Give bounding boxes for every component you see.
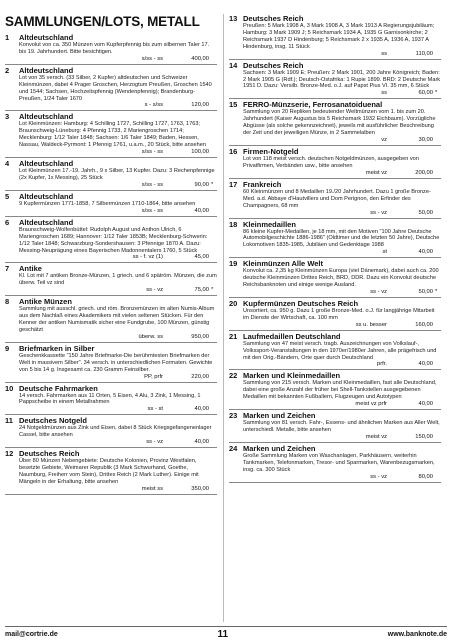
lot-price-line (229, 289, 441, 296)
lot-description: Sammlung von 81 versch. Fahr-, Essens- und ähnlichen Marken aus Aller Welt, unterschiedl. Metalle, bitte ansehen (243, 420, 440, 434)
lot-title: Altdeutschland (19, 159, 74, 169)
lot-number: 10 (5, 383, 14, 393)
lot-title: Deutsches Reich (243, 60, 304, 70)
lot-grade: s/ss - ss (141, 207, 163, 214)
lot-number: 8 (5, 297, 10, 307)
lot-item (229, 147, 441, 179)
lot-star-marker (433, 474, 441, 481)
lot-item (5, 66, 217, 112)
lot-star-marker (209, 439, 217, 446)
lot-grade: meist vz prfr (355, 401, 387, 408)
lot-item (229, 220, 441, 259)
left-lot-list (5, 33, 217, 495)
lot-title: Antike (19, 264, 42, 274)
lot-number: 3 (5, 112, 10, 122)
lot-title: Kupfermünzen Deutsches Reich (243, 298, 359, 308)
lot-price: 40,00 (418, 249, 433, 256)
lot-item (5, 449, 217, 495)
lot-item (229, 411, 441, 443)
lot-title: Deutsches Reich (243, 14, 304, 23)
lot-price: 400,00 (191, 55, 209, 62)
lot-description: Geschenkkassette "150 Jahre Briefmarke-Die berühmtesten Briefmarken der Welt in massivem Silber". 34 versch. in unterschiedlichen Formaten. Gewichte von 5 bis 14 g. Insgesamt ca. 230 Gramm Feinsilber. (19, 352, 213, 373)
lot-star-marker: * (211, 287, 214, 294)
lot-grade: überw. ss (138, 333, 163, 340)
lot-item (229, 61, 441, 100)
lot-item (229, 180, 441, 219)
lot-header (5, 66, 217, 75)
lot-price: 90,00 (194, 181, 209, 188)
lot-price: 350,00 (191, 485, 209, 492)
lot-number: 16 (229, 146, 238, 156)
lot-header (229, 444, 441, 453)
lot-item (5, 33, 217, 65)
lot-price: 75,00 (194, 287, 209, 294)
lot-star-marker (433, 51, 441, 58)
lot-header (229, 332, 441, 341)
lot-star-marker: * (435, 90, 438, 97)
lot-price: 60,00 (418, 90, 433, 97)
lot-header (5, 449, 217, 458)
lot-star-marker (433, 434, 441, 441)
lot-price-line (5, 439, 217, 446)
lot-number: 12 (5, 449, 14, 459)
lot-description: Sammlung mit ausschl. griech. und röm. Bronzemünzen im alten Numis-Album aus dem Nachlaß eines Akademikers mit vielen seltenen Stücken. Für den Kenner der antiken Numismatik sicher eine Fundgrube, 100 Münzen, günstig geschätzt (19, 306, 215, 333)
lot-number: 6 (5, 217, 10, 227)
lot-title: FERRO-Münzserie, Ferrosanatoiduenal (243, 100, 383, 110)
lot-price-line (229, 361, 441, 368)
lot-description: 60 Kleinmünzen und 8 Medaillen 19./20 Jahrhundert. Dazu 1 große Bronze-Med. a.d. Abbaye d'Hautvillers und Dom Perignon, den Erfinder des Champagners, 68 mm (243, 188, 431, 209)
lot-star-marker (209, 406, 217, 413)
lot-number: 5 (5, 191, 10, 201)
lot-price-line (5, 208, 217, 215)
lot-item (229, 332, 441, 371)
lot-item (229, 444, 441, 483)
lot-item (5, 192, 217, 217)
lot-grade: s/ss - ss (141, 55, 163, 62)
lot-title: Frankreich (243, 179, 282, 189)
lot-description: Große Sammlung Marken von Waschanlagen, Parkhäusern, weiterhin Tankmarken, Telefonmarken, Tresor- und Sparmarken, Warenbezugsmarken, insg. ca. 300 Stück (243, 453, 435, 473)
lot-number: 14 (229, 60, 238, 70)
lot-star-marker (433, 322, 441, 329)
lot-star-marker (209, 486, 217, 493)
lot-price: 40,00 (418, 361, 433, 368)
lot-grade: ss - vz (146, 439, 163, 446)
lot-price: 40,00 (194, 207, 209, 214)
lot-grade: ss u. besser (355, 321, 387, 328)
lot-star-marker (433, 401, 441, 408)
lot-price: 80,00 (418, 473, 433, 480)
lot-price-line (5, 374, 217, 381)
lot-number: 24 (229, 444, 238, 453)
lot-title: Marken und Zeichen (243, 444, 316, 453)
lot-grade: meist ss (141, 485, 163, 492)
lot-description: Sammlung von 215 versch. Marken und Kleinmedaillen, fast alle Deutschland, dabei eine große Anzahl der früher bei Shell-Tankstellen ausgegebenen Medaillen mit bekannten Fußballern, Flugzeugen und Autotypen (243, 380, 437, 401)
lot-title: Deutsche Fahrmarken (19, 383, 98, 393)
lot-price-line (5, 254, 217, 261)
lot-grade: s/ss - ss (141, 181, 163, 188)
lot-price: 150,00 (415, 434, 433, 440)
lot-item (229, 14, 441, 60)
lot-price-line (5, 102, 217, 109)
lot-item (5, 264, 217, 296)
lot-header (229, 299, 441, 308)
lot-price-line (229, 322, 441, 329)
lot-title: Kleinmünzen Alle Welt (243, 259, 324, 269)
lot-price: 50,00 (418, 209, 433, 216)
lot-price: 40,00 (418, 401, 433, 408)
lot-title: Briefmarken in Silber (19, 343, 95, 353)
lot-item (5, 384, 217, 416)
column-divider (223, 14, 224, 622)
lot-header (5, 297, 217, 306)
lot-header (5, 416, 217, 425)
lot-grade: ss - vz (370, 473, 387, 480)
lot-description: Sammlung von 47 meist versch. tragb. Auszeichnungen von Volkslauf-, Volkssport-Veranstaltungen in den 1970er/1980er Jahren, alle prägefrisch und mit den Orig.-Bändern, Orte quer durch Deutschland (243, 340, 437, 361)
lot-item (5, 344, 217, 383)
lot-number: 22 (229, 371, 238, 381)
lot-header (5, 384, 217, 393)
lot-title: Marken und Kleinmedaillen (243, 371, 341, 381)
lot-price: 950,00 (191, 333, 209, 340)
lot-header (5, 112, 217, 121)
lot-item (5, 218, 217, 264)
lot-header (5, 264, 217, 273)
left-column (5, 14, 217, 496)
lot-title: Altdeutschland (19, 65, 74, 75)
lot-number: 20 (229, 298, 238, 308)
lot-description: Konvolut von ca. 350 Münzen vom Kupferpfennig bis zum silbernen Taler 17. bis 19. Jahrhundert. Bitte besichtigen. (19, 42, 210, 55)
lot-header (5, 192, 217, 201)
lot-description: Lot von 118 meist versch. deutschen Notgeldmünzen, ausgegeben von Privatfirmen, Verbänden usw., bitte ansehen (243, 155, 419, 169)
lot-price-line (229, 249, 441, 256)
lot-price: 45,00 (194, 254, 209, 261)
lot-price-line (229, 90, 441, 97)
lot-description: Sachsen: 3 Mark 1909 E; Preußen: 2 Mark 1901, 200 Jahre Königreich; Baden: 2 Mark 1905 G (Rdf.); Deutsch-Ostafrika: 1 Rupie 1899. BRD: 2 Deutsche Mark 1951 D. Dazu: Versilb. Bronze-Med. o.J. auf Papst Pius VI. 35 mm, 6 Stück (243, 69, 441, 90)
lot-header (229, 180, 441, 189)
lot-star-marker (209, 334, 217, 341)
lot-description: Sammlung von 20 Repliken bedeutender Weltmünzen vom 1. bis zum 20. Jahrhundert (Kaiser Augustus bis 5 Reichsmark 1932 Eichbaum). Vorzügliche Abgüsse (als solche gekennzeichnet), jeweils mit ausführlicher Beschreibung der Zeit und der jeweiligen Münze, in 2 Sammelalben (243, 109, 436, 137)
lot-price: 160,00 (415, 321, 433, 328)
lot-price-line (229, 170, 441, 177)
lot-title: Deutsches Notgeld (19, 416, 87, 426)
lot-grade: ss - f. vz (1) (132, 254, 163, 261)
lot-star-marker (209, 254, 217, 261)
lot-number: 9 (5, 343, 10, 353)
lot-description: Kl. Lot mit 7 antiken Bronze-Münzen, 1 griech. und 6 spätröm. Münzen, die zum überw. Teil vz sind (19, 273, 217, 287)
lot-number: 4 (5, 159, 10, 169)
right-lot-list (229, 14, 441, 483)
lot-header (229, 259, 441, 268)
lot-item (5, 112, 217, 158)
page-footer (5, 626, 447, 640)
lot-price: 200,00 (415, 169, 433, 176)
lot-title: Altdeutschland (19, 217, 74, 227)
lot-star-marker (433, 361, 441, 368)
right-column (229, 14, 441, 484)
lot-grade: ss - st (147, 406, 163, 413)
lot-star-marker (209, 56, 217, 63)
lot-description: Lot von 35 versch. (33 Silber, 2 Kupfer) altdeutschen und Schweizer Kleinmünzen, dabei 4 Prager Groschen, Herzogtum Preußen, Groschen 1540 und 1544; Sachsen, Hochzeitspfennig (Wendenpfennig); Brandenburg-Preußen, 1/24 Taler 1670 (19, 74, 212, 102)
lot-header (5, 344, 217, 353)
lot-price-line (5, 182, 217, 189)
lot-number: 15 (229, 100, 238, 110)
lot-header (229, 61, 441, 70)
lot-description: Lot Kleinmünzen 17.-19. Jahrh., 9 x Silber, 13 Kupfer. Dazu: 3 Rechenpfennige (2x Kupfer, 1x Messing), 25 Stück (19, 168, 215, 181)
lot-title: Altdeutschland (19, 112, 74, 122)
lot-description: 9 Kupfermünzen 1771-1858, 7 Silbermünzen 1710-1864, bitte ansehen (19, 200, 196, 207)
lot-grade: ss - vz (370, 288, 387, 295)
footer-email[interactable]: mail@cortrie.de (5, 631, 58, 638)
lot-price-line (5, 149, 217, 156)
lot-grade: vz (381, 136, 387, 143)
lot-star-marker (433, 210, 441, 217)
lot-item (5, 297, 217, 343)
lot-number: 2 (5, 65, 10, 75)
lot-header (229, 411, 441, 420)
lot-price-line (5, 486, 217, 493)
lot-title: Marken und Zeichen (243, 411, 316, 421)
lot-star-marker (209, 102, 217, 109)
lot-grade: st (382, 249, 387, 256)
lot-title: Altdeutschland (19, 191, 74, 201)
lot-price: 40,00 (194, 406, 209, 413)
lot-item (5, 416, 217, 448)
lot-description: 24 Notgeldmünzen aus Zink und Eisen, dabei 8 Stück Kriegsgefangenenlager Cassel, bitte ansehen (19, 425, 212, 439)
lot-price-line (5, 406, 217, 413)
lot-title: Altdeutschland (19, 33, 74, 42)
lot-grade: ss - vz (146, 287, 163, 294)
lot-grade: meist vz (365, 434, 387, 440)
footer-website[interactable]: www.banknote.de (387, 631, 447, 638)
lot-price: 220,00 (191, 373, 209, 380)
lot-star-marker (433, 170, 441, 177)
lot-description: Preußen: 5 Mark 1908 A, 3 Mark 1908 A, 3 Mark 1913 A Regierungsjubiläum; Hamburg: 3 Mark 1909 J; 5 Reichsmark 1934 A, 1935 G Garnisonkirche; 2 Reichsmark 1937 D Hindenburg; 5 Reichsmark 2 x 1935 A, 1936 A, 1937 A Hindenburg, insg. 11 Stück (243, 23, 435, 50)
lot-grade: s/ss - ss (141, 149, 163, 156)
lot-number: 19 (229, 259, 238, 269)
lot-star-marker (209, 149, 217, 156)
lot-price: 30,00 (418, 136, 433, 143)
lot-title: Kleinmedaillen (243, 219, 296, 229)
lot-description: 86 kleine Kupfer-Medaillen, je 18 mm, mit den Motiven "100 Jahre Deutsche Automobilgeschichte 1886-1986" (Oldtimer und die letzten 50 Jahre), Deutsche Lokomotiven 1835-1985, Jubiläen und Gedenktage 1988 (243, 228, 440, 249)
lot-price: 40,00 (194, 439, 209, 446)
lot-title: Firmen-Notgeld (243, 146, 299, 156)
lot-grade: ss - vz (370, 209, 387, 216)
lot-header (229, 147, 441, 156)
lot-header (5, 218, 217, 227)
lot-star-marker: * (435, 288, 438, 295)
lot-price-line (229, 401, 441, 408)
lot-price-line (5, 56, 217, 63)
lot-price-line (229, 51, 441, 58)
lot-header (5, 159, 217, 168)
lot-item (229, 371, 441, 410)
lot-price: 100,00 (191, 149, 209, 156)
lot-price-line (5, 334, 217, 341)
lot-price-line (229, 210, 441, 217)
lot-title: Deutsches Reich (19, 449, 80, 459)
lot-item (229, 259, 441, 298)
lot-description: Braunschweig-Wolfenbüttel: Rudolph August und Anthon Ulrich, 6 Mariengroschen 1689; Hannover: 1/12 Taler 1853B; Mecklenburg-Schwerin: 1/12 Taler 1848; Schwarzburg-Sondershausen: 3 Pfennige 1870 A. Dazu: Messing-Neuprägung eines Bayerischen Madonnentalers 1760, 5 Stück (19, 226, 208, 254)
lot-star-marker (433, 249, 441, 256)
lot-number: 1 (5, 33, 10, 42)
lot-price: 120,00 (191, 102, 209, 109)
lot-header (5, 33, 217, 42)
lot-description: Konvolut ca. 2,35 kg Kleinmünzen Europa (viel Dänemark), dabei auch ca. 200 deutsche Kleinmünzen Drittes Reich, BRD, DDR. Dazu ein Konvolut deutsche Reichsbanknoten und einige wenige Ausland. (243, 268, 439, 289)
lot-header (229, 14, 441, 23)
lot-description: Unsortiert, ca. 950 g. Dazu 1 große Bronze-Med. o.J. für langjährige Mitarbeit im Dienste der Wirtschaft, ca. 100 mm (243, 307, 435, 321)
lot-item (229, 100, 441, 146)
lot-number: 11 (5, 416, 13, 426)
lot-price-line (229, 137, 441, 144)
lot-item (229, 299, 441, 331)
lot-price-line (5, 287, 217, 294)
lot-grade: s - s/ss (144, 102, 163, 109)
lot-description: Lot Kleinmünzen: Hamburg: 4 Schilling 1727, Schilling 1727, 1763, 1763; Braunschweig-Lüneburg: 4 Pfennig 1733, 2 Mariengroschen 1714; Mecklenburg: 1/12 Taler 1848; Sachsen: 1/6 Taler 1849; Baden, Hessen, Nassau, Waldeck-Pyrmont: 1 Pfennig 1761, u.a.m., 20 Stück, bitte ansehen (19, 121, 206, 149)
lot-description: 14 versch. Fahrmarken aus 11 Orten, 5 Eisen, 4 Alu, 3 Zink, 1 Messing, 1 Pappscheibe in einem Metallrahmen (19, 392, 201, 406)
lot-grade: PP, prfr (144, 373, 163, 380)
lot-star-marker (209, 208, 217, 215)
lot-number: 18 (229, 219, 238, 229)
lot-title: Laufmedaillen Deutschland (243, 331, 341, 341)
lot-grade: ss (381, 50, 387, 57)
lot-header (229, 220, 441, 229)
lot-title: Antike Münzen (19, 297, 72, 307)
lot-number: 21 (229, 331, 238, 341)
lot-number: 17 (229, 179, 238, 189)
lot-grade: meist vz (365, 169, 387, 176)
lot-grade: ss (381, 90, 387, 97)
section-heading: SAMMLUNGEN/LOTS, METALL (5, 14, 200, 29)
lot-star-marker (209, 374, 217, 381)
page-number: 11 (217, 629, 229, 640)
lot-number: 13 (229, 14, 238, 23)
lot-star-marker: * (211, 181, 214, 188)
lot-number: 7 (5, 264, 10, 274)
lot-price-line (229, 434, 441, 441)
lot-number: 23 (229, 411, 238, 421)
lot-item (5, 159, 217, 191)
lot-price: 50,00 (418, 288, 433, 295)
lot-header (229, 371, 441, 380)
lot-star-marker (433, 137, 441, 144)
lot-price: 110,00 (415, 50, 433, 57)
lot-header (229, 100, 441, 109)
lot-description: Über 80 Münzen Nebengebiete: Deutsche Kolonien, Provinz Westfalen, besetzte Gebiete, Weimarer Republik (3 Mark Schwurhand, Goethe, Naumburg, Freiherr vom Stein), Drittes Reich (2 Mark Luther). Einige mit Mängeln in der Erhaltung, bitte ansehen (19, 458, 199, 485)
lot-price-line (229, 474, 441, 481)
lot-grade: prfr. (377, 361, 387, 368)
